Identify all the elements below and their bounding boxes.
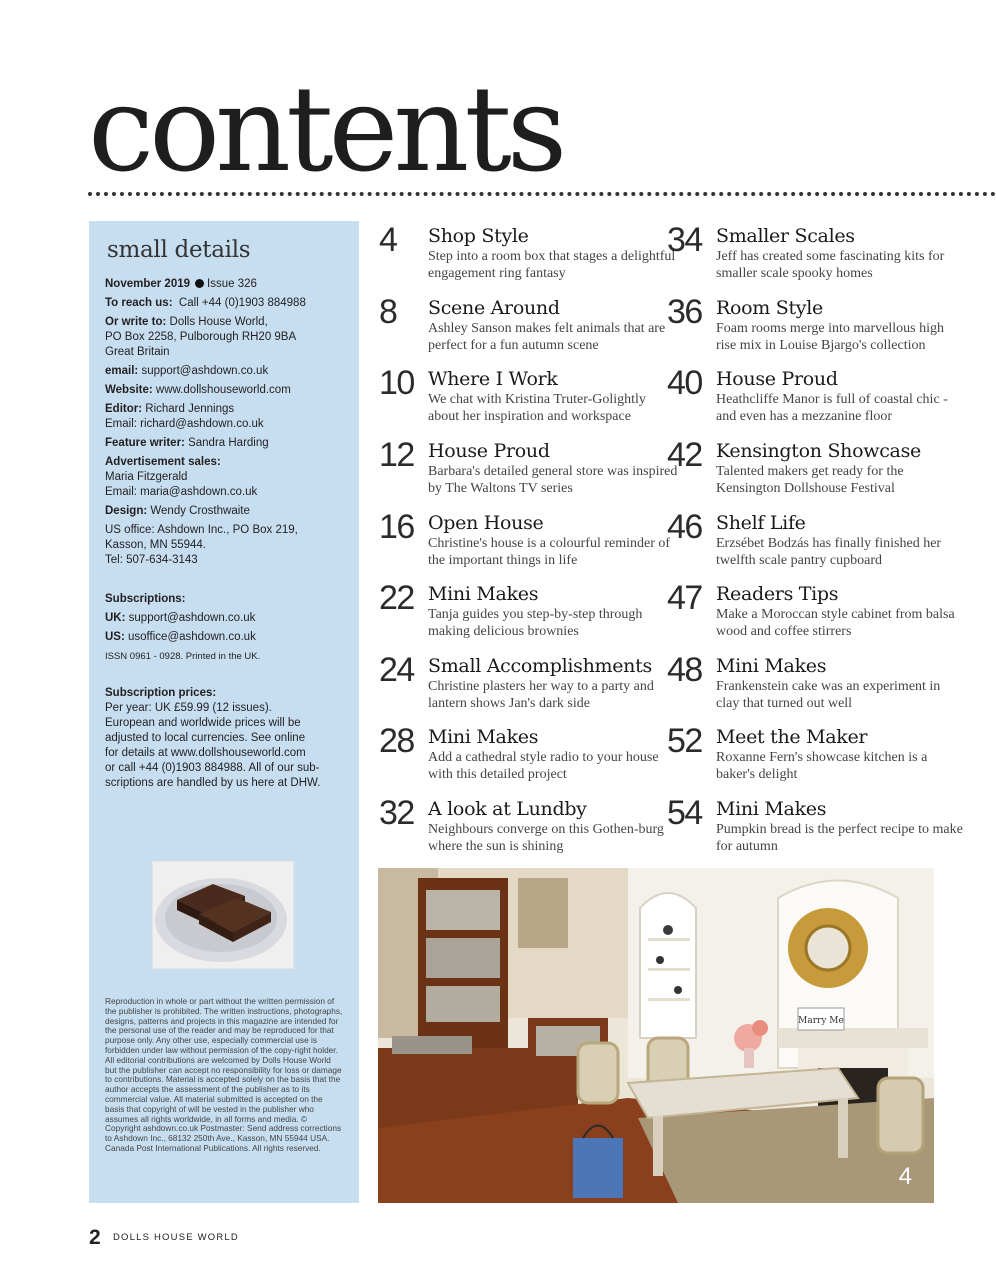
entry-page-number: 54 (667, 794, 702, 832)
ads-email-link[interactable]: Email: maria@ashdown.co.uk (105, 486, 258, 498)
prices-heading-text: Subscription prices: (105, 687, 217, 699)
small-details-sidebar (89, 221, 359, 1203)
us-office-line: US office: Ashdown Inc., PO Box 219, (105, 524, 298, 536)
contents-entry[interactable] (379, 221, 676, 293)
us-office-city: Kasson, MN 55944. (105, 539, 207, 551)
subscriptions-heading (105, 592, 343, 607)
entry-title: House Proud (716, 368, 838, 390)
entry-page-number: 32 (379, 794, 414, 832)
ads-name: Maria Fitzgerald (105, 471, 188, 483)
subs-uk-email-link[interactable]: support@ashdown.co.uk (128, 612, 256, 624)
subs-uk-line (105, 611, 343, 626)
entry-description: Barbara's detailed general store was inspired by The Waltons TV series (428, 464, 678, 496)
design-name: Wendy Crosthwaite (150, 505, 250, 517)
ads-heading (105, 455, 343, 470)
subs-us-label: US: (105, 631, 125, 643)
entry-description: We chat with Kristina Truter-Golightly about her inspiration and workspace (428, 392, 646, 424)
entry-title: Kensington Showcase (716, 440, 921, 462)
entry-description: Ashley Sanson makes felt animals that are perfect for a fun autumn scene (428, 321, 666, 353)
entry-description: Talented makers get ready for the Kensington Dollshouse Festival (716, 464, 904, 496)
subscriptions-block (105, 592, 343, 664)
editor-email-link[interactable]: Email: richard@ashdown.co.uk (105, 418, 264, 430)
entry-description: Jeff has created some fascinating kits for smaller scale spooky homes (716, 249, 945, 281)
contents-entry[interactable] (667, 722, 957, 794)
entry-page-number: 36 (667, 293, 702, 331)
contents-entry[interactable] (667, 221, 957, 293)
ads-label: Advertisement sales: (105, 456, 221, 468)
entry-description: Heathcliffe Manor is full of coastal chic - and even has a mezzanine floor (716, 392, 948, 424)
contents-entry[interactable] (379, 293, 669, 365)
contents-entry[interactable] (667, 293, 957, 365)
issn-text: ISSN 0961 - 0928. Printed in the UK. (105, 651, 261, 662)
entry-title: Shelf Life (716, 512, 806, 534)
entry-description: Step into a room box that stages a delightful engagement ring fantasy (428, 249, 676, 281)
entry-title: Mini Makes (428, 583, 539, 605)
entry-title: House Proud (428, 440, 550, 462)
entry-page-number: 22 (379, 579, 414, 617)
write-address: PO Box 2258, Pulborough RH20 9BA (105, 331, 297, 343)
contents-entry[interactable] (379, 722, 669, 794)
website-label: Website: (105, 384, 153, 396)
entry-page-number: 40 (667, 364, 702, 402)
entry-description: Erzsébet Bodzás has finally finished her twelfth scale pantry cupboard (716, 536, 942, 568)
editor-label: Editor: (105, 403, 143, 415)
prices-text-line: or call +44 (0)1903 884988. All of our sub- (105, 762, 320, 774)
contents-entry[interactable] (667, 364, 957, 436)
editor-name: Richard Jennings (145, 403, 235, 415)
contents-entry[interactable] (379, 794, 669, 866)
email-label: email: (105, 365, 139, 377)
contents-entry[interactable] (379, 364, 669, 436)
entry-description: Add a cathedral style radio to your house with this detailed project (428, 750, 659, 782)
issue-date: November 2019 (105, 278, 191, 290)
design-line (105, 504, 343, 519)
entry-description: Pumpkin bread is the perfect recipe to make for autumn (716, 822, 963, 854)
subscriptions-heading-text: Subscriptions: (105, 593, 186, 605)
entry-description: Frankenstein cake was an experiment in clay that turned out well (716, 679, 941, 711)
contents-entry[interactable] (667, 436, 957, 508)
entry-page-number: 47 (667, 579, 702, 617)
prices-heading (105, 686, 343, 701)
entry-page-number: 12 (379, 436, 414, 474)
page-title: contents (88, 60, 563, 198)
feature-line (105, 436, 343, 451)
entry-page-number: 46 (667, 508, 702, 546)
brownie-photo (152, 861, 294, 969)
design-label: Design: (105, 505, 148, 517)
entry-page-number: 28 (379, 722, 414, 760)
per-year-value: UK £59.99 (12 issues). (154, 702, 272, 714)
entry-page-number: 10 (379, 364, 414, 402)
write-country: Great Britain (105, 346, 170, 358)
email-line (105, 364, 343, 379)
support-email-link[interactable]: support@ashdown.co.uk (141, 365, 269, 377)
entry-title: A look at Lundby (428, 798, 587, 820)
dotted-divider (88, 192, 996, 196)
contents-entry[interactable] (667, 579, 957, 651)
folio-magazine-name: DOLLS HOUSE WORLD (113, 1232, 239, 1243)
entry-description: Roxanne Fern's showcase kitchen is a baker's delight (716, 750, 928, 782)
prices-text-line: European and worldwide prices will be (105, 717, 301, 729)
entry-description: Neighbours converge on this Gothen-burg where the sun is shining (428, 822, 664, 854)
folio-page-number: 2 (89, 1226, 101, 1249)
entry-description: Tanja guides you step-by-step through making delicious brownies (428, 607, 643, 639)
reach-phone: Call +44 (0)1903 884988 (178, 297, 306, 309)
us-office-phone: Tel: 507-634-3143 (105, 554, 198, 566)
subs-us-email-link[interactable]: usoffice@ashdown.co.uk (128, 631, 256, 643)
prices-text-line: adjusted to local currencies. See online (105, 732, 306, 744)
entry-description: Christine plasters her way to a party and lantern shows Jan's dark side (428, 679, 654, 711)
feature-photo[interactable] (378, 868, 934, 1203)
entry-title: Open House (428, 512, 544, 534)
editor-line (105, 402, 343, 417)
issue-line (105, 277, 343, 292)
entry-title: Readers Tips (716, 583, 839, 605)
reach-line (105, 296, 343, 311)
entry-title: Mini Makes (716, 655, 827, 677)
prices-block (105, 686, 343, 791)
entry-description: Christine's house is a colourful reminder of the important things in life (428, 536, 671, 568)
contents-entry[interactable] (667, 651, 957, 723)
per-year-line (105, 701, 343, 716)
write-label: Or write to: (105, 316, 167, 328)
contents-entry[interactable] (379, 579, 669, 651)
entry-page-number: 48 (667, 651, 702, 689)
write-line (105, 315, 343, 330)
issue-number: Issue 326 (207, 278, 257, 290)
contents-entry[interactable] (667, 508, 957, 580)
jewellery-shop-illustration (378, 868, 934, 1203)
sidebar-contacts (105, 277, 343, 568)
entry-title: Scene Around (428, 297, 560, 319)
prices-text-line: scriptions are handled by us here at DHW. (105, 777, 321, 789)
photo-page-reference: 4 (898, 1163, 912, 1190)
entry-title: Where I Work (428, 368, 558, 390)
subs-uk-label: UK: (105, 612, 126, 624)
contents-entry[interactable] (379, 436, 678, 508)
entry-title: Mini Makes (428, 726, 539, 748)
entry-page-number: 16 (379, 508, 414, 546)
website-link[interactable]: www.dollshouseworld.com (155, 384, 291, 396)
entry-title: Smaller Scales (716, 225, 855, 247)
entry-page-number: 42 (667, 436, 702, 474)
entry-description: Foam rooms merge into marvellous high rise mix in Louise Bjargo's collection (716, 321, 944, 353)
prices-text-line: for details at www.dollshouseworld.com (105, 747, 306, 759)
entry-title: Room Style (716, 297, 823, 319)
feature-label: Feature writer: (105, 437, 185, 449)
website-line (105, 383, 343, 398)
entry-description: Make a Moroccan style cabinet from balsa wood and coffee stirrers (716, 607, 955, 639)
bullet-icon (195, 279, 204, 288)
entry-title: Small Accomplishments (428, 655, 652, 677)
entry-title: Meet the Maker (716, 726, 868, 748)
sidebar-heading: small details (107, 237, 251, 263)
entry-page-number: 52 (667, 722, 702, 760)
legal-notice: Reproduction in whole or part without the written permission of the publisher is prohibited. The written instructions, photographs, designs, patterns and projects in this magazine are intended for the personal use of the reader and may be reproduced for that purpose only. Any other use, especially commercial use is forbidden under law without permission of the copy-right holder. All editorial contributions are welcomed by Dolls House World but the publisher can accept no responsibility for loss or damage to contributions. Material is accepted solely on the basis that the author accepts the assessment of the publisher as to its commercial value. All material submitted is accepted on the basis that copyright of will be vested in the publisher who assumes all rights worldwide, in all forms and media. © Copyright ashdown.co.uk Postmaster: Send address corrections to Ashdown Inc., 68132 250th Ave., Kasson, MN 55944 USA. Canada Post International Publications. All rights reserved. (105, 996, 343, 1153)
contents-entry[interactable] (379, 508, 671, 580)
entry-page-number: 8 (379, 293, 397, 331)
subs-us-line (105, 630, 343, 645)
entry-title: Mini Makes (716, 798, 827, 820)
entry-title: Shop Style (428, 225, 529, 247)
per-year-label: Per year: (105, 702, 152, 714)
brownie-illustration (153, 862, 293, 968)
write-value: Dolls House World, (169, 316, 268, 328)
feature-name: Sandra Harding (188, 437, 269, 449)
entry-page-number: 4 (379, 221, 397, 259)
entry-page-number: 24 (379, 651, 414, 689)
contents-entry[interactable] (379, 651, 669, 723)
marry-me-sign: Marry Me (798, 1016, 844, 1026)
contents-entry[interactable] (667, 794, 963, 866)
entry-page-number: 34 (667, 221, 702, 259)
reach-label: To reach us: (105, 297, 173, 309)
